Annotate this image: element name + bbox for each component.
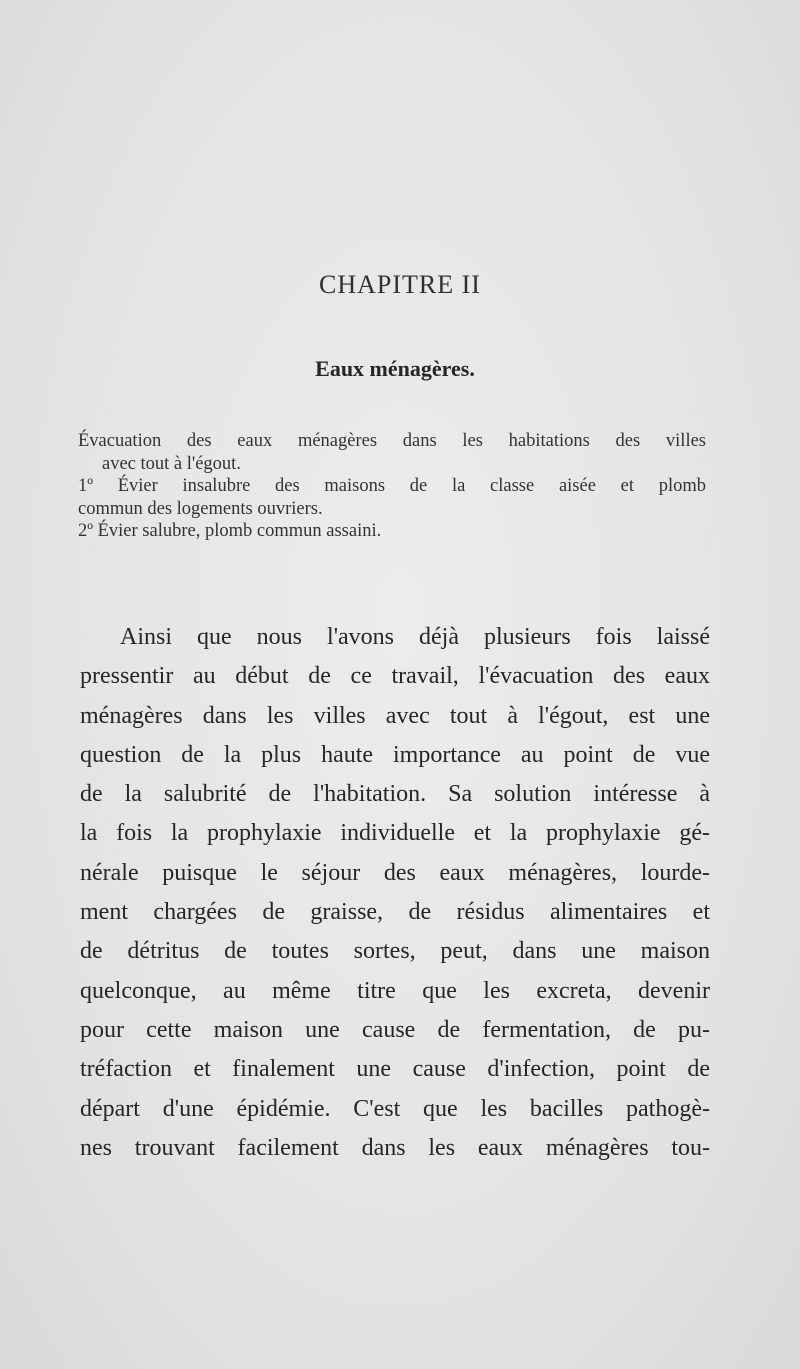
summary-intro-line2: avec tout à l'égout.: [102, 453, 241, 474]
section-title: Eaux ménagères.: [315, 356, 475, 381]
summary-intro: [78, 430, 706, 475]
body-line: question de la plus haute importance au point de vue: [80, 741, 710, 768]
body-line: Ainsi que nous l'avons déjà plusieurs fois laissé: [120, 624, 710, 650]
summary-item-2-line1: 2º Évier salubre, plomb commun assaini.: [78, 521, 382, 541]
body-line: nérale puisque le séjour des eaux ménagères, lourde-: [80, 859, 710, 886]
body-line: ment chargées de graisse, de résidus alimentaires et: [80, 899, 710, 926]
summary-item-2: [78, 520, 706, 543]
body-line: tréfaction et finalement une cause d'infection, point de: [80, 1056, 710, 1083]
summary-item-1-line2: commun des logements ouvriers.: [78, 498, 323, 519]
body-line: de la salubrité de l'habitation. Sa solution intéresse à: [80, 781, 710, 808]
body-line: pour cette maison une cause de fermentation, de pu-: [80, 1016, 710, 1043]
body-line: ménagères dans les villes avec tout à l'égout, est une: [80, 702, 710, 729]
body-line: nes trouvant facilement dans les eaux ménagères tou-: [80, 1134, 710, 1161]
summary-intro-line1: Évacuation des eaux ménagères dans les habitations des villes: [78, 431, 706, 451]
chapter-summary: [78, 430, 706, 543]
body-line: de détritus de toutes sortes, peut, dans une maison: [80, 938, 710, 965]
body-paragraph: [80, 618, 710, 1168]
body-line: quelconque, au même titre que les excreta, devenir: [80, 977, 710, 1004]
chapter-title: CHAPITRE II: [319, 270, 481, 299]
summary-item-1-line1: 1º Évier insalubre des maisons de la classe aisée et plomb: [78, 476, 706, 496]
summary-item-1: [78, 475, 706, 520]
body-line: départ d'une épidémie. C'est que les bacilles pathogè-: [80, 1095, 710, 1122]
body-line: pressentir au début de ce travail, l'évacuation des eaux: [80, 663, 710, 690]
body-line: la fois la prophylaxie individuelle et la prophylaxie gé-: [80, 820, 710, 847]
